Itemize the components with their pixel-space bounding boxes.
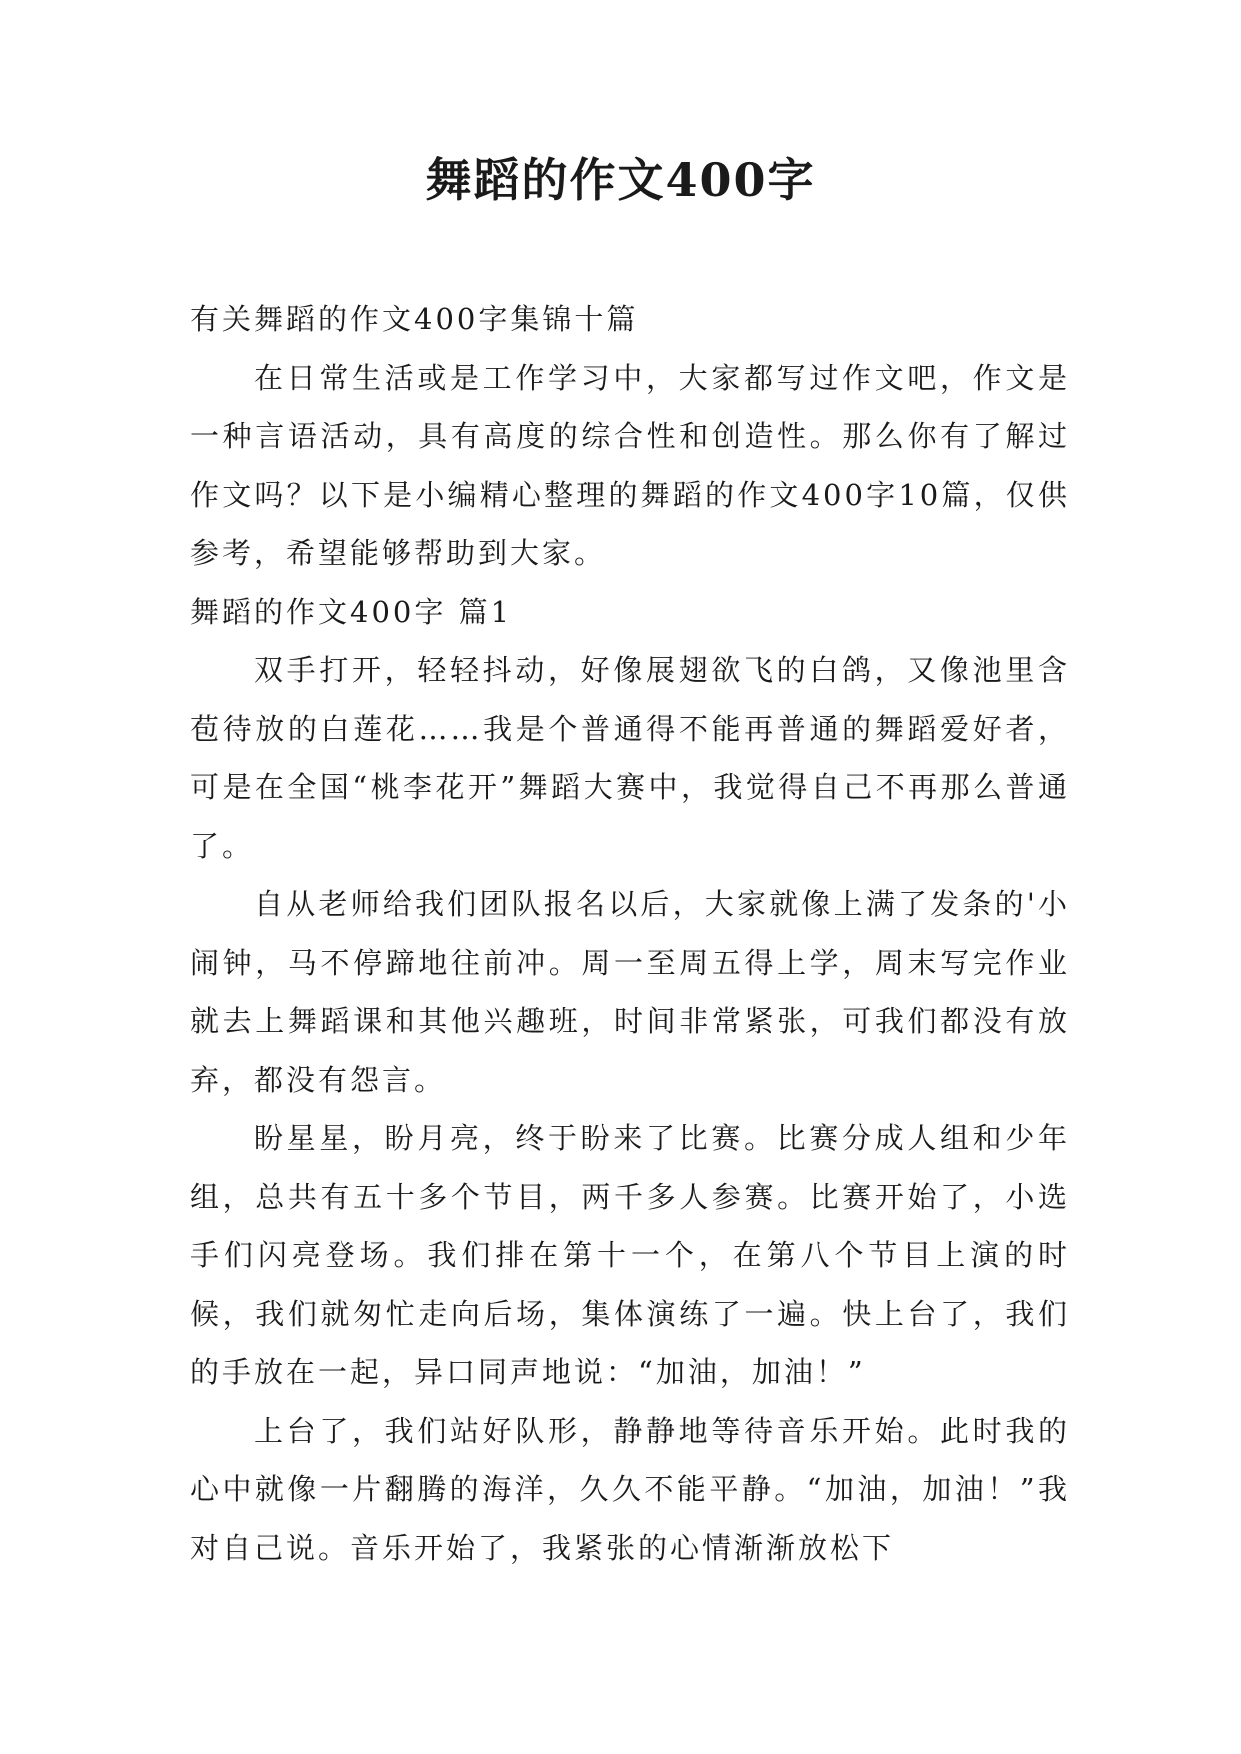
- body-paragraph: 盼星星，盼月亮，终于盼来了比赛。比赛分成人组和少年组，总共有五十多个节目，两千多人参赛。比赛开始了，小选手们闪亮登场。我们排在第十一个，在第八个节目上演的时候，我们就匆忙走向后场，集体演练了一遍。快上台了，我们的手放在一起，异口同声地说：“加油，加油！”: [190, 1121, 1070, 1389]
- document-title: 舞蹈的作文400字: [425, 153, 816, 207]
- body-paragraph: 双手打开，轻轻抖动，好像展翅欲飞的白鸽，又像池里含苞待放的白莲花……我是个普通得不能再普通的舞蹈爱好者，可是在全国“桃李花开”舞蹈大赛中，我觉得自己不再那么普通了。: [190, 653, 1070, 863]
- document-subtitle: 有关舞蹈的作文400字集锦十篇: [190, 302, 639, 336]
- section-heading: 舞蹈的作文400字 篇1: [190, 594, 513, 629]
- intro-paragraph: 在日常生活或是工作学习中，大家都写过作文吧，作文是一种言语活动，具有高度的综合性和创造性。那么你有了解过作文吗？以下是小编精心整理的舞蹈的作文400字10篇，仅供参考，希望能够帮助到大家。: [190, 360, 1070, 570]
- body-paragraph: 上台了，我们站好队形，静静地等待音乐开始。此时我的心中就像一片翻腾的海洋，久久不能平静。“加油，加油！”我对自己说。音乐开始了，我紧张的心情渐渐放松下: [190, 1413, 1070, 1565]
- document-body: [190, 290, 1070, 1577]
- body-paragraph: 自从老师给我们团队报名以后，大家就像上满了发条的'小闹钟，马不停蹄地往前冲。周一至周五得上学，周末写完作业就去上舞蹈课和其他兴趣班，时间非常紧张，可我们都没有放弃，都没有怨言。: [190, 887, 1070, 1097]
